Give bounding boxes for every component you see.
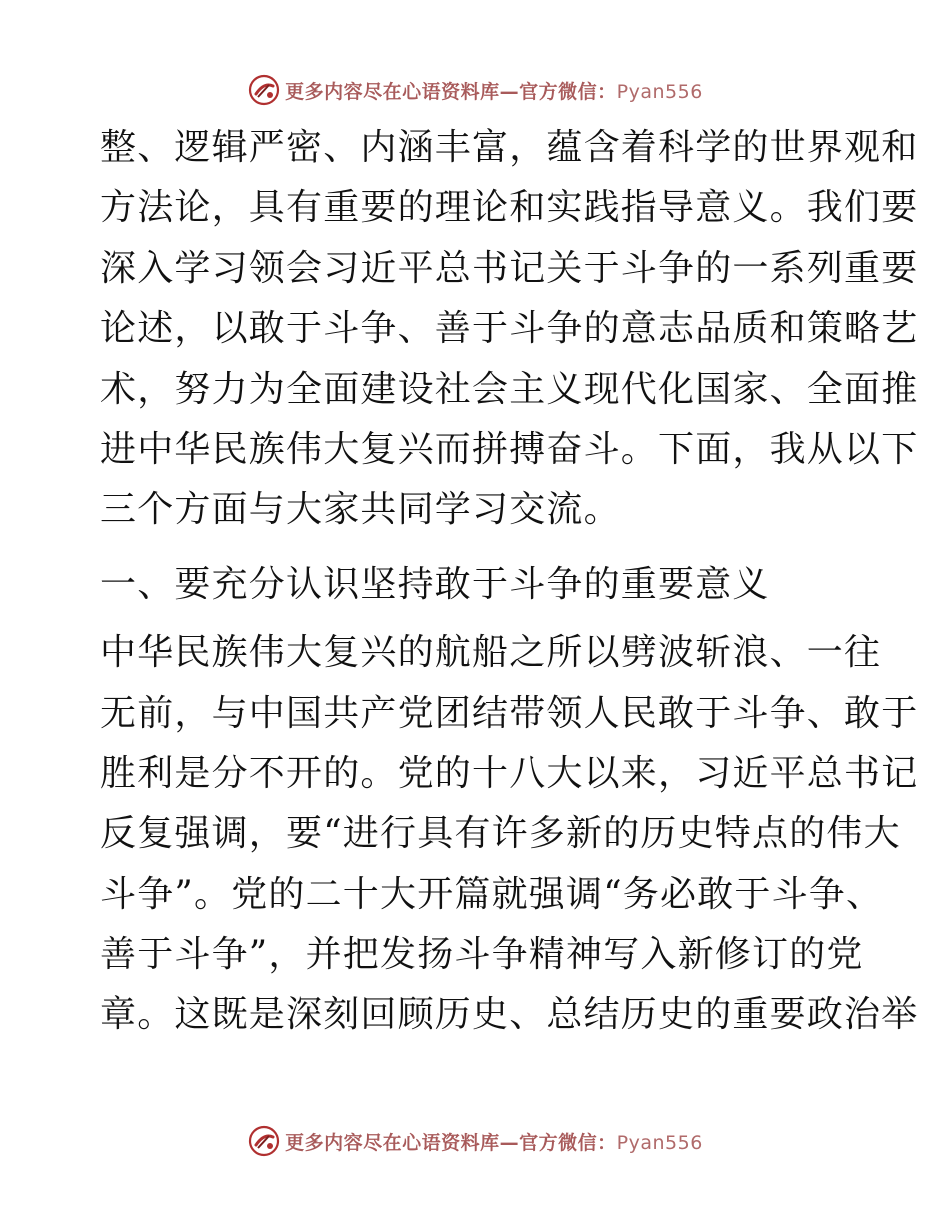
contact-id: Pyan556	[616, 80, 703, 103]
text-line: 善于斗争”，并把发扬斗争精神写入新修订的党	[100, 934, 864, 976]
body-paragraph	[100, 623, 919, 1046]
text-line: 章。这既是深刻回顾历史、总结历史的重要政治举	[100, 994, 919, 1036]
banner-text: 更多内容尽在心语资料库—官方微信：Pyan556	[285, 1131, 703, 1154]
text-line: 进中华民族伟大复兴而拼搏奋斗。下面，我从以下	[100, 428, 919, 470]
text-line: 胜利是分不开的。党的十八大以来，习近平总书记	[100, 752, 919, 794]
footer-banner	[0, 1123, 950, 1159]
banner-text: 更多内容尽在心语资料库—官方微信：Pyan556	[285, 80, 703, 103]
text-line: 中华民族伟大复兴的航船之所以劈波斩浪、一往	[100, 632, 882, 674]
section-heading: 一、要充分认识坚持敢于斗争的重要意义	[100, 563, 770, 605]
book-seal-icon	[247, 73, 281, 107]
text-line: 斗争”。党的二十大开篇就强调“务必敢于斗争、	[100, 873, 884, 915]
text-line: 深入学习领会习近平总书记关于斗争的一系列重要	[100, 247, 919, 289]
intro-paragraph	[100, 118, 919, 541]
book-seal-icon	[247, 1124, 281, 1158]
text-line: 三个方面与大家共同学习交流。	[100, 489, 621, 531]
contact-id: Pyan556	[616, 1131, 703, 1154]
text-line: 术，努力为全面建设社会主义现代化国家、全面推	[100, 368, 919, 410]
document-body	[100, 118, 919, 1046]
header-banner	[0, 72, 950, 108]
text-line: 整、逻辑严密、内涵丰富，蕴含着科学的世界观和	[100, 127, 919, 168]
text-line: 反复强调，要“进行具有许多新的历史特点的伟大	[100, 813, 901, 855]
text-line: 论述，以敢于斗争、善于斗争的意志品质和策略艺	[100, 308, 919, 350]
text-line: 方法论，具有重要的理论和实践指导意义。我们要	[100, 187, 919, 229]
text-line: 无前，与中国共产党团结带领人民敢于斗争、敢于	[100, 692, 919, 734]
